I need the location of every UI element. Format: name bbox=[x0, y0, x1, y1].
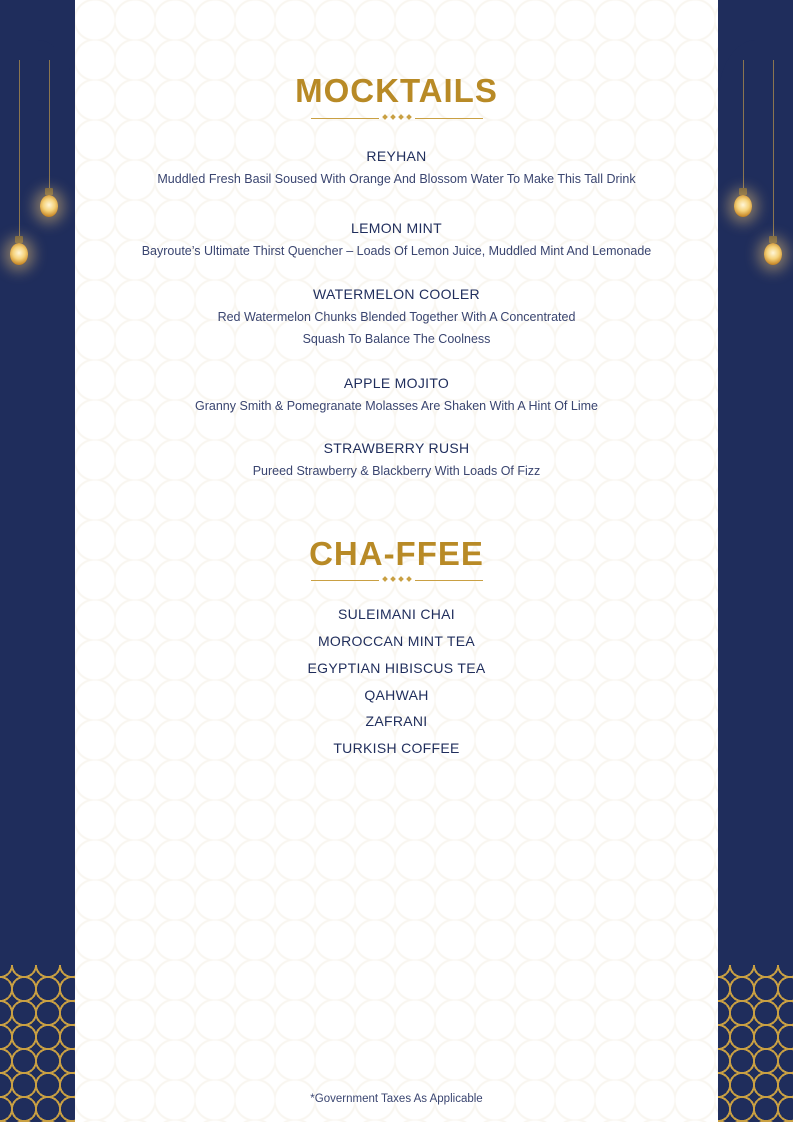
right-border bbox=[718, 40, 793, 1122]
ornamental-divider bbox=[311, 576, 483, 586]
item-description: Granny Smith & Pomegranate Molasses Are Shaken With A Hint Of Lime bbox=[195, 399, 598, 413]
bulb-wire bbox=[743, 60, 744, 190]
item-name: STRAWBERRY RUSH bbox=[323, 440, 470, 456]
menu-item bbox=[75, 375, 718, 417]
chaffee-item: ZAFRANI bbox=[365, 713, 428, 729]
menu-item bbox=[75, 148, 718, 190]
item-name: LEMON MINT bbox=[351, 220, 442, 236]
mocktails-title: MOCKTAILS bbox=[295, 72, 498, 109]
right-lattice-pattern bbox=[718, 965, 793, 1122]
item-description: Pureed Strawberry & Blackberry With Loads Of Fizz bbox=[252, 464, 541, 478]
bulb-wire bbox=[49, 60, 50, 190]
item-name: REYHAN bbox=[366, 148, 427, 164]
bulb-wire bbox=[19, 60, 20, 238]
chaffee-item: TURKISH COFFEE bbox=[333, 740, 460, 756]
item-description: Bayroute’s Ultimate Thirst Quencher – Loads Of Lemon Juice, Muddled Mint And Lemonade bbox=[141, 244, 652, 258]
left-lattice-pattern bbox=[0, 965, 75, 1122]
left-border bbox=[0, 40, 75, 1122]
chaffee-item: QAHWAH bbox=[364, 687, 429, 703]
bulb-cap bbox=[739, 188, 747, 195]
light-bulb-icon bbox=[734, 195, 752, 217]
tax-footnote: *Government Taxes As Applicable bbox=[310, 1093, 483, 1105]
bulb-cap bbox=[15, 236, 23, 243]
menu-item bbox=[75, 440, 718, 482]
menu-item bbox=[75, 286, 718, 350]
chaffee-item: MOROCCAN MINT TEA bbox=[317, 633, 476, 649]
item-name: APPLE MOJITO bbox=[343, 375, 450, 391]
item-description: Red Watermelon Chunks Blended Together With A Concentrated bbox=[217, 310, 576, 324]
item-description: Squash To Balance The Coolness bbox=[302, 332, 491, 346]
light-bulb-icon bbox=[40, 195, 58, 217]
chaffee-item: SULEIMANI CHAI bbox=[338, 606, 455, 622]
chaffee-item: EGYPTIAN HIBISCUS TEA bbox=[307, 660, 486, 676]
chaffee-title: CHA-FFEE bbox=[309, 535, 484, 572]
bulb-cap bbox=[45, 188, 53, 195]
bulb-cap bbox=[769, 236, 777, 243]
light-bulb-icon bbox=[764, 243, 782, 265]
item-description: Muddled Fresh Basil Soused With Orange And Blossom Water To Make This Tall Drink bbox=[157, 172, 636, 186]
menu-item bbox=[75, 220, 718, 262]
light-bulb-icon bbox=[10, 243, 28, 265]
bulb-wire bbox=[773, 60, 774, 238]
item-name: WATERMELON COOLER bbox=[313, 286, 480, 302]
ornamental-divider bbox=[311, 114, 483, 124]
